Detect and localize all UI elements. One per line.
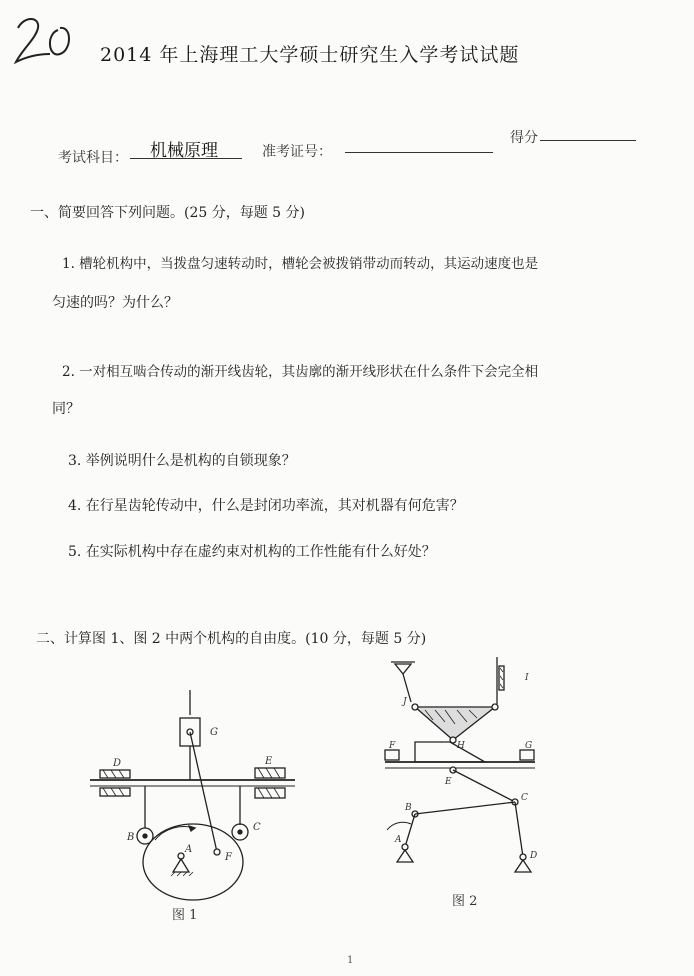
question-1-line1: 1. 槽轮机构中，当拨盘匀速转动时，槽轮会被拨销带动而转动，其运动速度也是	[62, 256, 539, 272]
page-number: 1	[347, 955, 354, 966]
figure-1-diagram	[85, 680, 310, 920]
section1-heading: 一、简要回答下列问题。(25 分，每题 5 分)	[30, 205, 305, 221]
question-5: 5. 在实际机构中存在虚约束对机构的工作性能有什么好处？	[68, 544, 436, 560]
figure-2-caption: 图 2	[452, 894, 478, 909]
fig2-label-H: H	[457, 741, 465, 751]
fig1-label-D: D	[113, 758, 122, 769]
question-2-line2: 同？	[52, 401, 80, 417]
fig2-label-D: D	[530, 851, 538, 861]
exam-no-underline	[345, 152, 493, 153]
subject-underline	[130, 158, 242, 159]
fig1-label-E: E	[265, 756, 273, 767]
figure-1-caption: 图 1	[172, 908, 198, 923]
score-underline	[540, 140, 636, 141]
fig2-label-F: F	[389, 741, 396, 751]
fig2-label-B: B	[405, 803, 412, 813]
fig1-label-G: G	[210, 727, 218, 738]
fig1-label-B: B	[127, 832, 135, 843]
fig1-label-C: C	[253, 822, 261, 833]
fig2-label-I: I	[525, 673, 529, 683]
fig2-label-E: E	[445, 777, 452, 787]
fig2-label-C: C	[521, 793, 528, 803]
section2-heading: 二、计算图 1、图 2 中两个机构的自由度。(10 分，每题 5 分)	[36, 631, 427, 647]
figure-2-diagram	[375, 652, 550, 887]
subject-label: 考试科目：	[58, 150, 128, 166]
exam-title: 2014 年上海理工大学硕士研究生入学考试试题	[100, 44, 520, 66]
fig1-label-F: F	[225, 852, 232, 863]
exam-no-label: 准考证号：	[262, 144, 332, 160]
question-3: 3. 举例说明什么是机构的自锁现象？	[68, 453, 296, 469]
fig1-label-A: A	[185, 844, 193, 855]
question-1-line2: 匀速的吗？为什么？	[52, 295, 178, 311]
fig2-label-G: G	[525, 741, 533, 751]
question-2-line1: 2. 一对相互啮合传动的渐开线齿轮，其齿廓的渐开线形状在什么条件下会完全相	[62, 364, 539, 380]
question-4: 4. 在行星齿轮传动中，什么是封闭功率流，其对机器有何危害？	[68, 498, 464, 514]
fig2-label-J: J	[403, 697, 407, 707]
fig2-label-A: A	[395, 835, 402, 845]
subject-value: 机械原理	[150, 141, 218, 161]
score-label: 得分	[510, 130, 538, 146]
handwritten-mark	[10, 10, 80, 70]
